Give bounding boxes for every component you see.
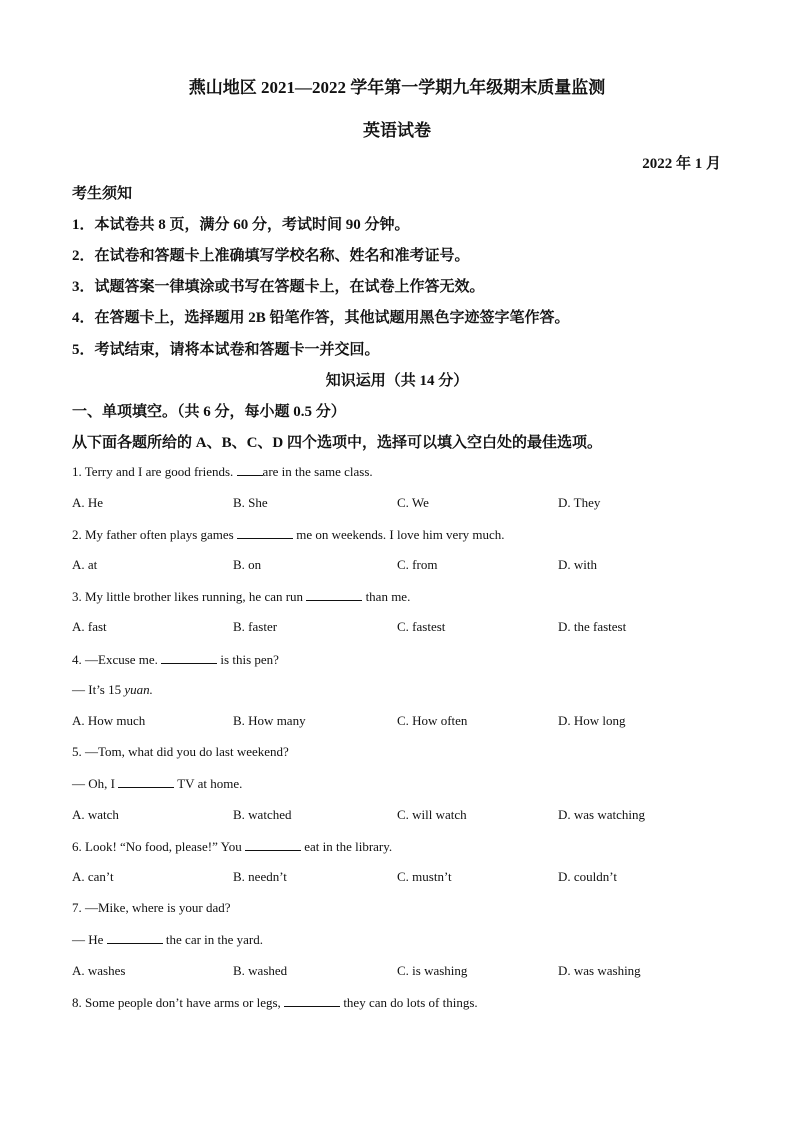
notice-heading: 考生须知 (72, 186, 133, 202)
option: D. They (558, 495, 601, 510)
answer-blank (118, 775, 174, 788)
exam-date: 2022 年 1 月 (642, 156, 721, 172)
option: C. mustn’t (397, 869, 452, 884)
option: A. can’t (72, 869, 114, 884)
question-stem: 7. —Mike, where is your dad? (72, 900, 231, 915)
option: B. How many (233, 713, 306, 728)
question-reply: — He the car in the yard. (72, 932, 264, 947)
answer-blank (284, 994, 340, 1007)
option: C. is washing (397, 963, 468, 978)
question-stem: 1. Terry and I are good friends. are in the same class. (72, 464, 373, 479)
answer-blank (306, 588, 362, 601)
option: D. the fastest (558, 619, 627, 634)
question-stem: 8. Some people don’t have arms or legs, they can do lots of things. (72, 995, 478, 1010)
option: D. was watching (558, 807, 646, 822)
option: A. How much (72, 713, 146, 728)
option: B. needn’t (233, 869, 287, 884)
option: C. will watch (397, 807, 467, 822)
notice-item: 3．试题答案一律填涂或书写在答题卡上，在试卷上作答无效。 (72, 279, 485, 295)
option: A. fast (72, 619, 107, 634)
notice-item: 5．考试结束，请将本试卷和答题卡一并交回。 (72, 342, 380, 358)
question-stem: 2. My father often plays games me on weekends. I love him very much. (72, 527, 505, 542)
option: D. was washing (558, 963, 641, 978)
page-title: 燕山地区 2021—2022 学年第一学期九年级期末质量监测 (188, 78, 606, 97)
option: D. How long (558, 713, 626, 728)
option: B. washed (233, 963, 288, 978)
answer-blank (237, 463, 263, 476)
option: A. watch (72, 807, 119, 822)
question-reply: — It’s 15 yuan. (72, 682, 153, 697)
question-stem: 4. —Excuse me. is this pen? (72, 652, 279, 667)
option: B. faster (233, 619, 278, 634)
option: C. How often (397, 713, 468, 728)
question-reply: — Oh, I TV at home. (72, 776, 243, 791)
answer-blank (107, 931, 163, 944)
option: C. fastest (397, 619, 446, 634)
section-title: 知识运用（共 14 分） (325, 373, 469, 389)
notice-item: 2．在试卷和答题卡上准确填写学校名称、姓名和准考证号。 (72, 248, 470, 264)
question-stem: 6. Look! “No food, please!” You eat in the library. (72, 839, 393, 854)
option: B. on (233, 557, 262, 572)
notice-item: 1．本试卷共 8 页，满分 60 分，考试时间 90 分钟。 (72, 217, 410, 233)
option: A. He (72, 495, 104, 510)
option: A. at (72, 557, 98, 572)
part-instruction: 从下面各题所给的 A、B、C、D 四个选项中，选择可以填入空白处的最佳选项。 (72, 435, 603, 451)
answer-blank (237, 526, 293, 539)
notice-item: 4．在答题卡上，选择题用 2B 铅笔作答，其他试题用黑色字迹签字笔作答。 (72, 310, 570, 326)
part-title: 一、单项填空。（共 6 分，每小题 0.5 分） (72, 404, 346, 420)
option: C. from (397, 557, 438, 572)
option: D. with (558, 557, 597, 572)
answer-blank (161, 651, 217, 664)
option: A. washes (72, 963, 126, 978)
option: B. watched (233, 807, 292, 822)
question-stem: 5. —Tom, what did you do last weekend? (72, 744, 289, 759)
option: D. couldn’t (558, 869, 617, 884)
answer-blank (245, 838, 301, 851)
question-stem: 3. My little brother likes running, he can run than me. (72, 589, 411, 604)
page-subtitle: 英语试卷 (363, 121, 431, 140)
option: C. We (397, 495, 429, 510)
option: B. She (233, 495, 268, 510)
